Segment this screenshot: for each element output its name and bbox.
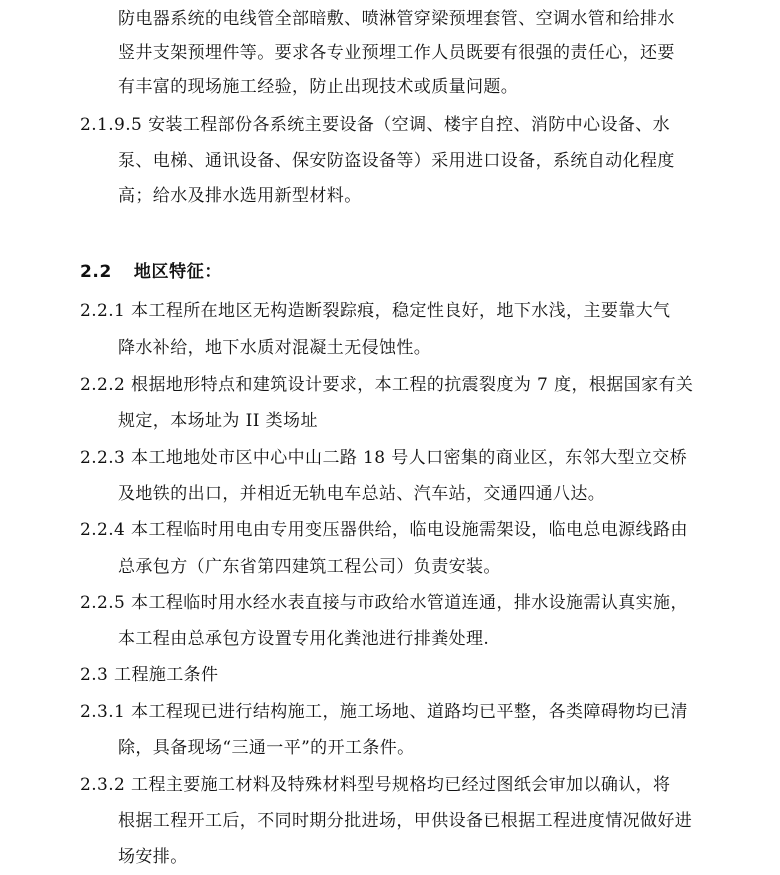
text-line: 本工程由总承包方设置专用化粪池进行排粪处理. — [118, 629, 490, 649]
text-line: 有丰富的现场施工经验，防止出现技术或质量问题。 — [118, 77, 519, 97]
text-line: 降水补给，地下水质对混凝土无侵蚀性。 — [118, 338, 432, 358]
paragraph-2-2-2: 2.2.2 根据地形特点和建筑设计要求，本工程的抗震裂度为 7 度，根据国家有关 — [80, 375, 694, 395]
paragraph-2-1-9-5: 2.1.9.5 安装工程部份各系统主要设备（空调、楼宇自控、消防中心设备、水 — [80, 115, 671, 135]
paragraph-2-2-3: 2.2.3 本工地地处市区中心中山二路 18 号人口密集的商业区，东邻大型立交桥 — [80, 448, 688, 468]
text-line: 泵、电梯、通讯设备、保安防盗设备等）采用进口设备，系统自动化程度 — [118, 151, 675, 171]
text-line: 除，具备现场“三通一平”的开工条件。 — [118, 738, 415, 758]
paragraph-2-3-1: 2.3.1 本工程现已进行结构施工，施工场地、道路均已平整，各类障碍物均已清 — [80, 702, 688, 722]
paragraph-2-2-1: 2.2.1 本工程所在地区无构造断裂踪痕，稳定性良好，地下水浅，主要靠大气 — [80, 301, 671, 321]
text-line: 及地铁的出口，并相近无轨电车总站、汽车站，交通四通八达。 — [118, 484, 606, 504]
text-line: 根据工程开工后，不同时期分批进场，甲供设备已根据工程进度情况做好进 — [118, 811, 693, 831]
text-line: 规定，本场址为 II 类场址 — [118, 411, 318, 431]
section-heading-2-3: 2.3 工程施工条件 — [80, 665, 219, 685]
text-line: 防电器系统的电线管全部暗敷、喷淋管穿梁预埋套管、空调水管和给排水 — [118, 9, 675, 29]
text-line: 总承包方（广东省第四建筑工程公司）负责安装。 — [118, 557, 501, 577]
section-heading-2-2 — [80, 261, 222, 283]
paragraph-2-2-4: 2.2.4 本工程临时用电由专用变压器供给，临电设施需架设，临电总电源线路由 — [80, 520, 688, 540]
paragraph-2-3-2: 2.3.2 工程主要施工材料及特殊材料型号规格均已经过图纸会审加以确认，将 — [80, 775, 671, 795]
text-line: 竖井支架预埋件等。要求各专业预埋工作人员既要有很强的责任心，还要 — [118, 43, 675, 63]
section-number: 2.2 — [80, 262, 112, 282]
paragraph-2-2-5: 2.2.5 本工程临时用水经水表直接与市政给水管道连通，排水设施需认真实施， — [80, 593, 688, 613]
text-line: 高；给水及排水选用新型材料。 — [118, 186, 362, 206]
section-title: 地区特征： — [133, 262, 222, 282]
text-line: 场安排。 — [118, 847, 188, 867]
